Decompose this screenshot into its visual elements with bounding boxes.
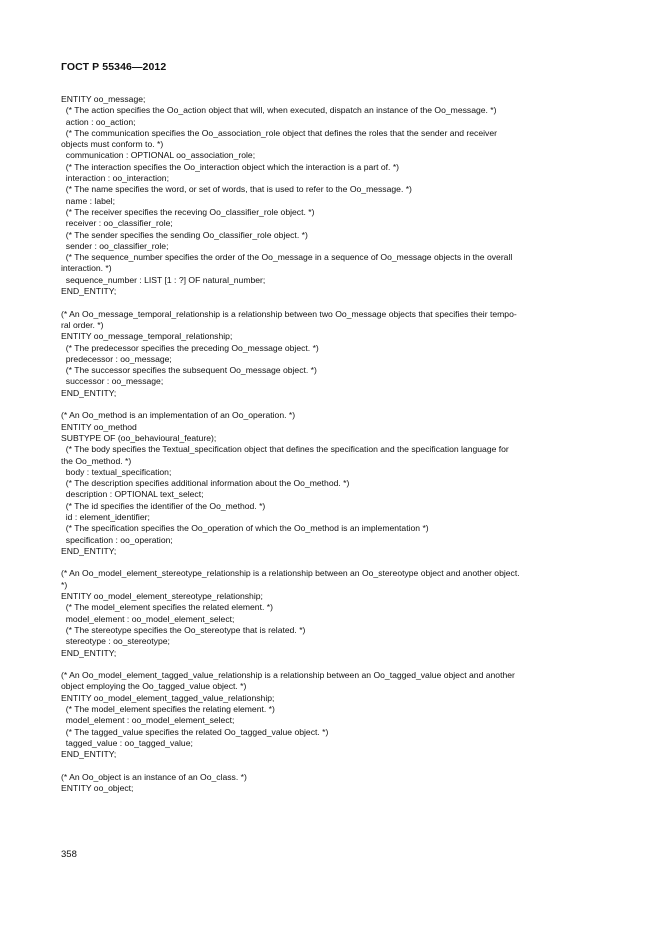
- code-line: (* The id specifies the identifier of the Oo_method. *): [61, 500, 266, 511]
- code-line: interaction : oo_interaction;: [61, 173, 169, 184]
- code-line: END_ENTITY;: [61, 749, 117, 760]
- page-header-title: ГОСТ Р 55346—2012: [61, 61, 167, 73]
- code-line: (* An Oo_model_element_stereotype_relationship is a relationship between an Oo_stereotype object and another object.: [61, 568, 520, 579]
- code-line: communication : OPTIONAL oo_association_role;: [61, 150, 256, 161]
- code-line: END_ENTITY;: [61, 647, 117, 658]
- code-line: END_ENTITY;: [61, 387, 117, 398]
- code-line: action : oo_action;: [61, 116, 136, 127]
- code-line: (* The interaction specifies the Oo_interaction object which the interaction is a part of. *): [61, 161, 400, 172]
- code-line: (* The tagged_value specifies the related Oo_tagged_value object. *): [61, 726, 329, 737]
- code-line: (* The action specifies the Oo_action object that will, when executed, dispatch an instance of the Oo_message. *): [61, 105, 497, 116]
- entity-block-oo-message: [61, 94, 601, 297]
- code-line: (* The model_element specifies the relating element. *): [61, 704, 275, 715]
- code-line: sequence_number : LIST [1 : ?] OF natural_number;: [61, 274, 266, 285]
- code-line: (* The successor specifies the subsequent Oo_message object. *): [61, 365, 317, 376]
- code-line: ENTITY oo_object;: [61, 783, 134, 794]
- code-line: model_element : oo_model_element_select;: [61, 715, 235, 726]
- entity-block-oo-model-element-tagged-value-relationship: [61, 670, 601, 760]
- code-line: (* The receiver specifies the receving Oo_classifier_role object. *): [61, 206, 315, 217]
- code-line: ENTITY oo_model_element_stereotype_relationship;: [61, 591, 263, 602]
- code-line: model_element : oo_model_element_select;: [61, 613, 235, 624]
- code-line: (* An Oo_message_temporal_relationship is a relationship between two Oo_message objects that specifies their tempo-: [61, 308, 517, 319]
- code-line: (* The predecessor specifies the preceding Oo_message object. *): [61, 342, 319, 353]
- code-line: (* An Oo_object is an instance of an Oo_class. *): [61, 771, 247, 782]
- code-line: ENTITY oo_model_element_tagged_value_relationship;: [61, 692, 275, 703]
- code-line: object employing the Oo_tagged_value object. *): [61, 681, 247, 692]
- entity-block-oo-model-element-stereotype-relationship: [61, 568, 601, 658]
- code-line: objects must conform to. *): [61, 139, 164, 150]
- code-line: description : OPTIONAL text_select;: [61, 489, 204, 500]
- code-line: ENTITY oo_method: [61, 421, 137, 432]
- code-line: predecessor : oo_message;: [61, 353, 172, 364]
- code-line: (* An Oo_method is an implementation of an Oo_operation. *): [61, 410, 296, 421]
- code-line: (* The description specifies additional information about the Oo_method. *): [61, 478, 350, 489]
- code-line: the Oo_method. *): [61, 455, 132, 466]
- code-line: (* The communication specifies the Oo_association_role object that defines the roles that the sender and receiver: [61, 127, 497, 138]
- code-line: (* The sequence_number specifies the order of the Oo_message in a sequence of Oo_message objects in the overall: [61, 252, 513, 263]
- code-line: *): [61, 579, 68, 590]
- code-line: sender : oo_classifier_role;: [61, 240, 169, 251]
- entity-block-oo-object: [61, 772, 601, 795]
- code-line: (* The name specifies the word, or set of words, that is used to refer to the Oo_message. *): [61, 184, 412, 195]
- code-line: name : label;: [61, 195, 115, 206]
- code-line: receiver : oo_classifier_role;: [61, 218, 173, 229]
- code-line: (* The specification specifies the Oo_operation of which the Oo_method is an implementation *): [61, 523, 429, 534]
- code-line: ENTITY oo_message;: [61, 94, 146, 104]
- code-line: stereotype : oo_stereotype;: [61, 636, 170, 647]
- code-line: tagged_value : oo_tagged_value;: [61, 737, 193, 748]
- page-number: 358: [61, 849, 77, 860]
- code-line: body : textual_specification;: [61, 466, 172, 477]
- code-line: specification : oo_operation;: [61, 534, 173, 545]
- code-line: END_ENTITY;: [61, 286, 117, 297]
- code-line: (* The stereotype specifies the Oo_stereotype that is related. *): [61, 624, 306, 635]
- entity-block-oo-method: [61, 410, 601, 557]
- code-line: SUBTYPE OF (oo_behavioural_feature);: [61, 432, 217, 443]
- code-line: ENTITY oo_message_temporal_relationship;: [61, 331, 233, 342]
- code-line: ral order. *): [61, 319, 104, 330]
- code-line: (* The sender specifies the sending Oo_classifier_role object. *): [61, 229, 308, 240]
- document-body: [61, 94, 601, 806]
- entity-block-oo-message-temporal-relationship: [61, 309, 601, 399]
- code-line: interaction. *): [61, 263, 112, 274]
- code-line: (* The model_element specifies the related element. *): [61, 602, 273, 613]
- code-line: (* An Oo_model_element_tagged_value_relationship is a relationship between an Oo_tagged_value object and another: [61, 670, 515, 681]
- code-line: END_ENTITY;: [61, 545, 117, 556]
- code-line: (* The body specifies the Textual_specification object that defines the specification and the specification language for: [61, 444, 509, 455]
- code-line: id : element_identifier;: [61, 511, 150, 522]
- code-line: successor : oo_message;: [61, 376, 164, 387]
